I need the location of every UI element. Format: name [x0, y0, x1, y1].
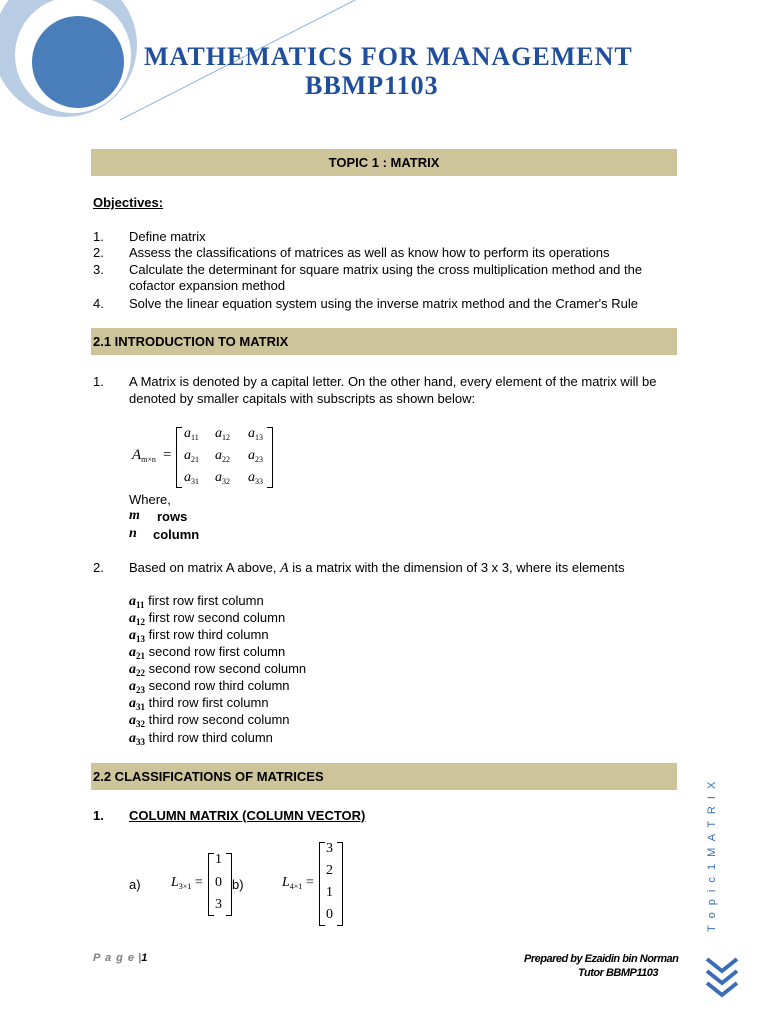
- matrix-element: 3: [326, 841, 333, 856]
- column-matrix-label: $L_{4\times 1}$ =: [282, 875, 314, 891]
- topic-title: TOPIC 1 : MATRIX: [328, 155, 440, 170]
- matrix-left-bracket: [176, 427, 182, 488]
- matrix-element: $a_{11}$: [184, 426, 199, 442]
- matrix-left-bracket: [208, 853, 214, 916]
- objective-text: Define matrix: [129, 229, 206, 244]
- objective-text: Solve the linear equation system using the inverse matrix method and the Cramer's Rule: [129, 296, 639, 311]
- paragraph-num: 1.: [93, 374, 104, 389]
- matrix-left-bracket: [319, 842, 325, 926]
- element-item: $a_{11}$ first row first column: [129, 593, 264, 610]
- matrix-element: 0: [215, 875, 222, 890]
- topic-band: [91, 149, 677, 176]
- matrix-element: $a_{22}$: [215, 448, 230, 464]
- column-matrix-label: $L_{3\times 1}$ =: [171, 875, 203, 891]
- course-code: BBMP1103: [305, 71, 439, 100]
- section-band-2-1: [91, 328, 677, 355]
- equals-sign: =: [163, 447, 172, 463]
- n-symbol: n: [129, 526, 137, 541]
- element-item: $a_{31}$ third row first column: [129, 695, 269, 712]
- example-label: a): [129, 877, 141, 892]
- m-symbol: m: [129, 508, 140, 523]
- matrix-element: $a_{33}$: [248, 470, 263, 486]
- paragraph-num: 2.: [93, 560, 104, 575]
- objective-text: Calculate the determinant for square matrix using the cross multiplication method and the: [129, 262, 643, 277]
- element-item: $a_{32}$ third row second column: [129, 712, 290, 729]
- matrix-element: $a_{32}$: [215, 470, 230, 486]
- objectives-heading: Objectives:: [93, 195, 164, 210]
- paragraph-text: Based on matrix A above, A is a matrix with the dimension of 3 x 3, where its elements: [129, 560, 625, 576]
- matrix-element: $a_{23}$: [248, 448, 263, 464]
- section-heading: 2.1 INTRODUCTION TO MATRIX: [93, 334, 289, 349]
- element-item: $a_{21}$ second row first column: [129, 644, 286, 661]
- page-title: MATHEMATICS FOR MANAGEMENT: [144, 42, 633, 71]
- matrix-right-bracket: [337, 842, 343, 926]
- element-item: $a_{22}$ second row second column: [129, 661, 307, 678]
- objective-num: 2.: [93, 245, 104, 260]
- objective-num: 4.: [93, 296, 104, 311]
- objective-text-cont: cofactor expansion method: [129, 278, 286, 293]
- matrix-element: $a_{21}$: [184, 448, 199, 464]
- matrix-element: 0: [326, 907, 333, 922]
- m-description: rows: [157, 509, 188, 524]
- matrix-element: 1: [326, 885, 333, 900]
- prepared-by: Prepared by Ezaidin bin Norman: [524, 953, 679, 965]
- objective-num: 1.: [93, 229, 104, 244]
- paragraph-text: denoted by smaller capitals with subscripts as shown below:: [129, 391, 476, 406]
- chevron-down-icon: [704, 955, 740, 1001]
- item-num: 1.: [93, 808, 104, 823]
- matrix-element: $a_{13}$: [248, 426, 263, 442]
- page-number: P a g e |1: [93, 952, 148, 964]
- section-band-2-2: [91, 763, 677, 790]
- matrix-element: 2: [326, 863, 333, 878]
- paragraph-text: A Matrix is denoted by a capital letter. On the other hand, every element of the matrix will be: [129, 374, 657, 389]
- matrix-element: $a_{12}$: [215, 426, 230, 442]
- objective-text: Assess the classifications of matrices as well as know how to perform its operations: [129, 245, 610, 260]
- element-item: $a_{33}$ third row third column: [129, 730, 273, 747]
- side-tab-label: T o p i c 1 M A T R I X: [706, 779, 718, 932]
- matrix-element: 1: [215, 852, 222, 867]
- matrix-right-bracket: [267, 427, 273, 488]
- element-item: $a_{23}$ second row third column: [129, 678, 290, 695]
- section-heading: 2.2 CLASSIFICATIONS OF MATRICES: [93, 769, 324, 784]
- element-item: $a_{13}$ first row third column: [129, 627, 269, 644]
- tutor-line: Tutor BBMP1103: [578, 967, 659, 979]
- matrix-a-label: $A_{m\times n}$: [132, 447, 156, 464]
- n-description: column: [153, 527, 200, 542]
- example-label: b): [232, 877, 244, 892]
- matrix-element: $a_{31}$: [184, 470, 199, 486]
- item-title: COLUMN MATRIX (COLUMN VECTOR): [129, 808, 366, 823]
- matrix-element: 3: [215, 897, 222, 912]
- objective-num: 3.: [93, 262, 104, 277]
- element-item: $a_{12}$ first row second column: [129, 610, 286, 627]
- where-label: Where,: [129, 492, 171, 507]
